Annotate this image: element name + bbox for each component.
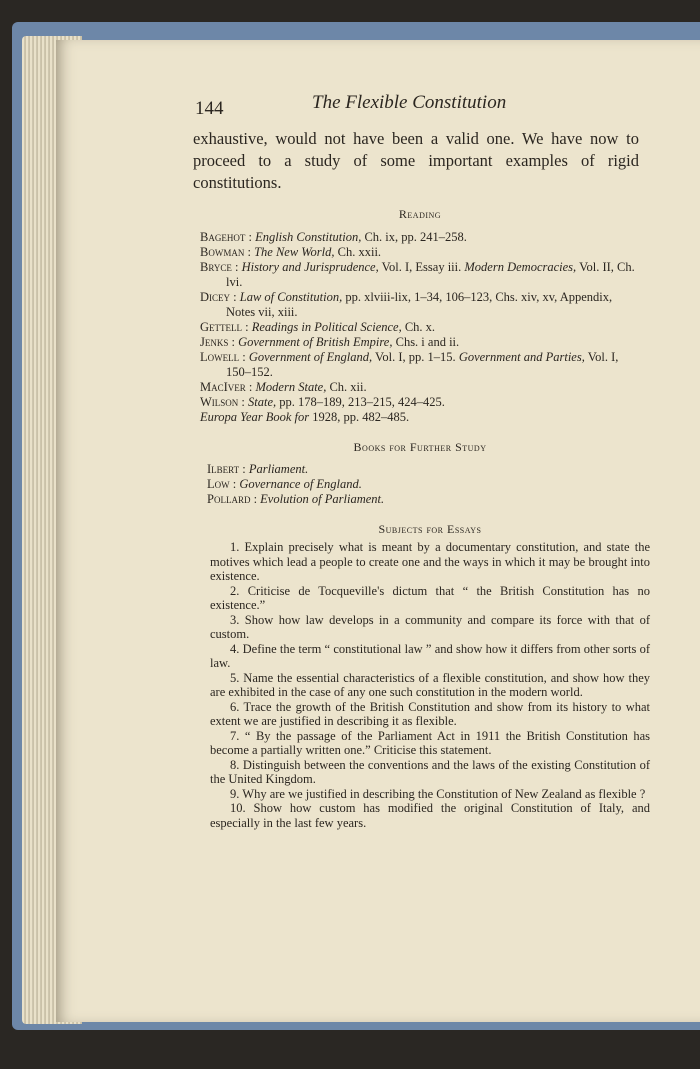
reading-list xyxy=(200,230,642,425)
reference-details: Vol. I, Essay iii. xyxy=(378,260,462,274)
essays-list xyxy=(210,540,650,830)
essay-question: 8. Distinguish between the conventions and the laws of the existing Constitution of the United Kingdom. xyxy=(210,757,650,786)
reference-entry xyxy=(200,350,642,380)
reference-title: Government of British Empire, xyxy=(238,335,393,349)
reference-details: Vol. I, pp. 1–15. xyxy=(372,350,456,364)
essay-question: 4. Define the term “ constitutional law ” and show how it differs from other sorts of law. xyxy=(210,641,650,670)
reference-author: Dicey : xyxy=(200,290,237,304)
reference-author: Wilson : xyxy=(200,395,245,409)
reference-entry xyxy=(200,290,642,320)
reference-details: Ch. xxii. xyxy=(334,245,382,259)
reference-title: Government and Parties, xyxy=(455,350,585,364)
further-study-list xyxy=(207,462,637,507)
reference-author: Jenks : xyxy=(200,335,235,349)
reference-entry xyxy=(200,410,642,425)
reference-details: 1928, pp. 482–485. xyxy=(309,410,410,424)
reference-details: Ch. x. xyxy=(401,320,436,334)
reference-title: The New World, xyxy=(254,245,335,259)
reference-details: pp. xlviii-lix, 1–34, 106–123, Chs. xiv, xv, Appendix, Notes vii, xiii. xyxy=(226,290,613,319)
essay-question: 9. Why are we justified in describing the Constitution of New Zealand as flexible ? xyxy=(230,786,646,801)
essays-heading: Subjects for Essays xyxy=(378,522,482,536)
reference-entry xyxy=(200,335,642,350)
reference-title: English Constitution, xyxy=(255,230,362,244)
running-head: The Flexible Constitution xyxy=(312,92,507,113)
reference-author: MacIver : xyxy=(200,380,253,394)
reference-entry xyxy=(207,477,637,492)
reference-title: Law of Constitution, xyxy=(239,290,343,304)
reference-entry xyxy=(200,380,642,395)
essay-question: 6. Trace the growth of the British Constitution and show from its history to what extent we are justified in describing it as flexible. xyxy=(210,699,650,728)
reference-title: State, xyxy=(248,395,277,409)
page-number: 144 xyxy=(195,98,224,119)
reference-author: Bryce : xyxy=(200,260,239,274)
essay-question: 3. Show how law develops in a community and compare its force with that of custom. xyxy=(210,612,650,641)
essay-question: 2. Criticise de Tocqueville's dictum that “ the British Constitution has no existence.” xyxy=(210,583,650,612)
reference-details: pp. 178–189, 213–215, 424–425. xyxy=(276,395,445,409)
intro-paragraph: exhaustive, would not have been a valid one. We have now to proceed to a study of some important examples of rigid constitutions. xyxy=(193,129,639,192)
essay-question: 10. Show how custom has modified the original Constitution of Italy, and especially in the last few years. xyxy=(210,801,650,830)
reference-author: Lowell : xyxy=(200,350,246,364)
reference-entry xyxy=(207,462,637,477)
reference-entry xyxy=(200,260,642,290)
reference-details: Vol. II, Ch. lvi. xyxy=(226,260,635,289)
reference-title: Governance of England. xyxy=(239,477,362,491)
reference-author: Low : xyxy=(207,477,237,491)
reference-title: Modern Democracies, xyxy=(461,260,577,274)
essay-question: 7. “ By the passage of the Parliament Act in 1911 the British Constitution has become a partially written one.” Criticise this statement. xyxy=(210,728,650,757)
reference-author: Bowman : xyxy=(200,245,251,259)
reference-details: Ch. ix, pp. 241–258. xyxy=(361,230,467,244)
essay-question: 1. Explain precisely what is meant by a documentary constitution, and state the motives which lead a people to create one and the ways in which it may be brought into existence. xyxy=(210,540,650,583)
further-study-heading: Books for Further Study xyxy=(353,440,487,454)
essay-question: 5. Name the essential characteristics of a flexible constitution, and show how they are exhibited in the case of any one such constitution in the modern world. xyxy=(210,670,650,699)
reference-details: Vol. I, 150–152. xyxy=(226,350,619,379)
reference-title: Modern State, xyxy=(255,380,327,394)
reading-heading: Reading xyxy=(398,207,442,221)
reference-author: Ilbert : xyxy=(207,462,246,476)
reference-entry xyxy=(200,245,642,260)
reference-author: Pollard : xyxy=(207,492,258,506)
reference-details: Chs. i and ii. xyxy=(392,335,460,349)
reference-author: Bagehot : xyxy=(200,230,252,244)
reference-details: Ch. xii. xyxy=(326,380,367,394)
reference-title: Parliament. xyxy=(248,462,309,476)
reference-entry xyxy=(207,492,637,507)
reference-entry xyxy=(200,230,642,245)
reference-title: Government of England, xyxy=(248,350,373,364)
reference-author: Gettell : xyxy=(200,320,249,334)
reference-title: History and Jurisprudence, xyxy=(241,260,379,274)
reference-title: Evolution of Parliament. xyxy=(260,492,385,506)
reference-title: Readings in Political Science, xyxy=(251,320,402,334)
reference-entry xyxy=(200,395,642,410)
reference-title: Europa Year Book for xyxy=(200,410,310,424)
reference-entry xyxy=(200,320,642,335)
